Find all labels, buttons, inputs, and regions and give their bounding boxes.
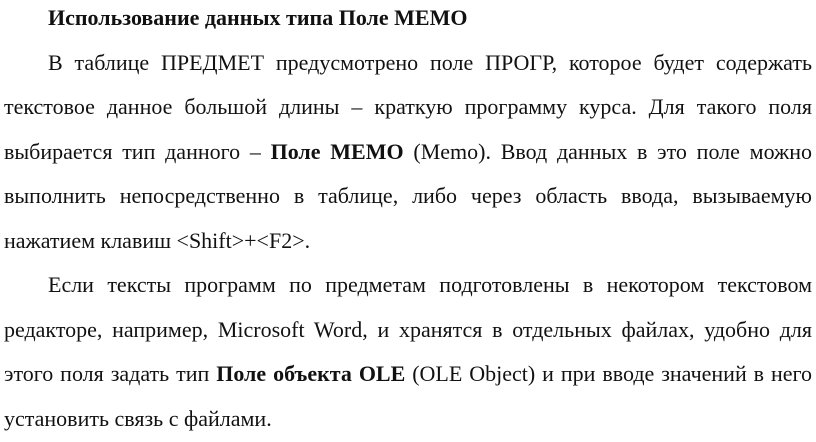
paragraph-2-text-end: (OLE Object) и при вводе значений в него установить связь с файлами. [4,361,812,431]
ole-field-type-term: Поле объекта OLE [216,361,406,386]
memo-field-type-term: Поле MEMO [270,138,404,164]
section-heading: Использование данных типа Поле MEMO [48,5,468,30]
paragraph-2-text-start: Если тексты программ по предметам подготовлены в некотором текстовом редакторе, например, Microsoft Word, и хранятся в отдельных файлах, удобно для этого поля задать тип [4,272,812,386]
paragraph-1-text-end: (Memo). Ввод данных в это поле можно выполнить непосредственно в таблице, либо через область ввода, вызываемую нажатием клавиш <Shift>+<F2>. [4,138,813,253]
paragraph-ole-field [4,263,812,441]
paragraph-memo-field [4,41,812,264]
paragraph-1-text-start: В таблице ПРЕДМЕТ предусмотрено поле ПРОГР, которое будет содержать текстовое данное большой длины – краткую программу курса. Для такого поля выбирается тип данного – [4,49,812,164]
